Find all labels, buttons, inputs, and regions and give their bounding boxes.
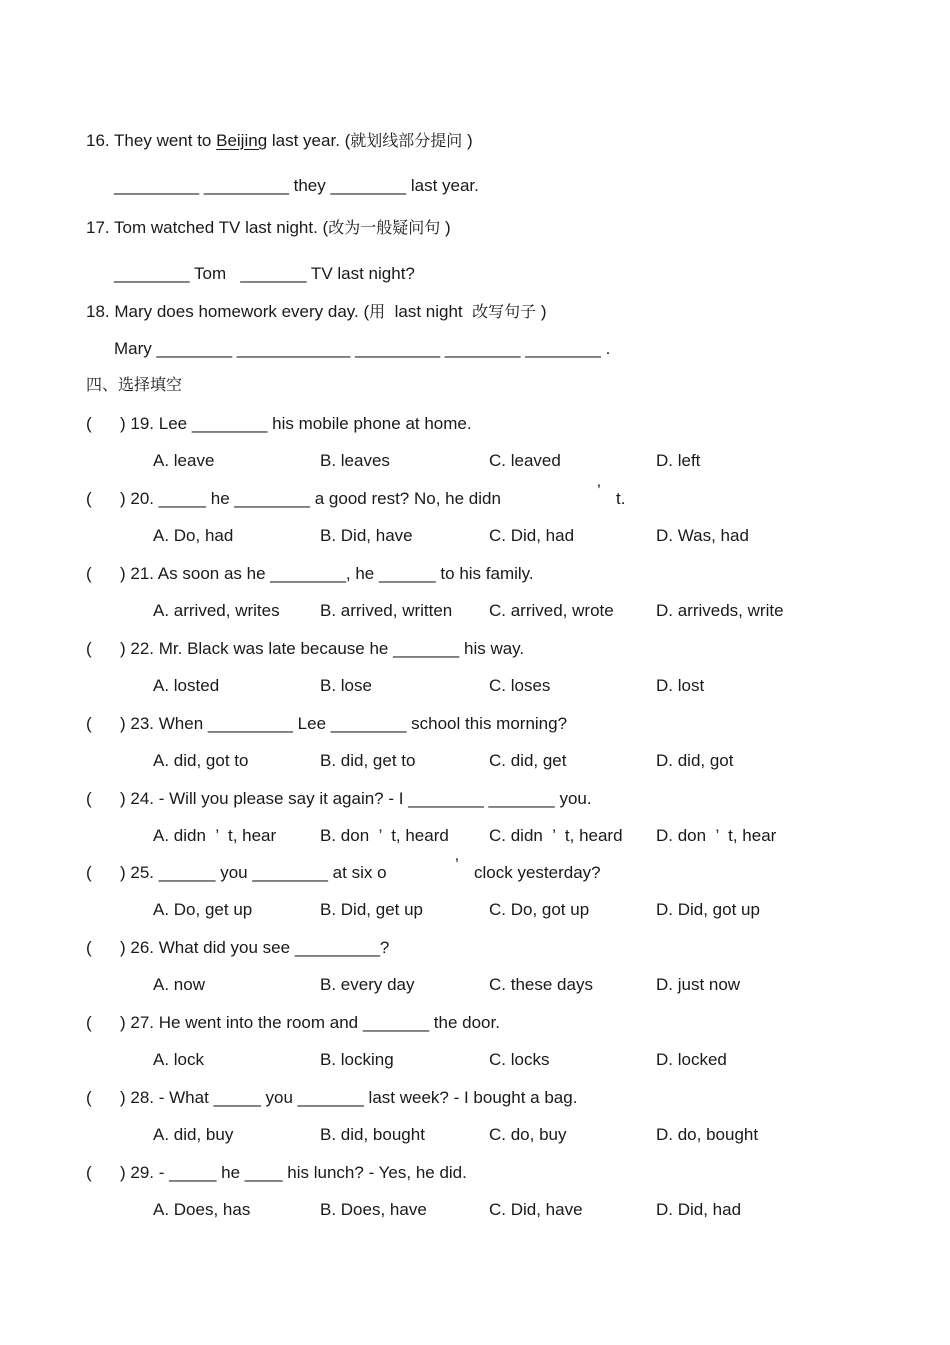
question-stem: ( ) 20. _____ he ________ a good rest? No, he didn	[86, 489, 501, 508]
option-c: C. Did, had	[489, 526, 575, 545]
q17-instruction: 改为一般疑问句	[328, 218, 441, 237]
option-c: C. these days	[489, 975, 593, 994]
apostrophe: ’	[597, 481, 601, 500]
question-stem: ( ) 26. What did you see _________?	[86, 938, 390, 957]
q18-text: 18. Mary does homework every day. (	[86, 302, 370, 321]
q17-answer-line: ________ Tom _______ TV last night?	[114, 264, 415, 283]
option-a: A. lock	[153, 1050, 205, 1069]
option-d: D. locked	[656, 1050, 727, 1069]
option-a: A. did, got to	[153, 751, 249, 770]
option-a: A. arrived, writes	[153, 601, 280, 620]
section-heading: 四、选择填空	[86, 375, 183, 394]
option-a: A. losted	[153, 676, 220, 695]
option-b: B. don ’ t, heard	[320, 826, 449, 845]
option-c: C. locks	[489, 1050, 550, 1069]
question-stem: ( ) 24. - Will you please say it again? - I ________ _______ you.	[86, 789, 592, 808]
apostrophe: ’	[455, 855, 459, 874]
option-d: D. arriveds, write	[656, 601, 784, 620]
q16-answer-line: _________ _________ they ________ last year.	[114, 176, 479, 195]
question-stem: ( ) 27. He went into the room and _______ the door.	[86, 1013, 500, 1032]
option-d: D. do, bought	[656, 1125, 759, 1144]
option-b: B. Did, get up	[320, 900, 424, 919]
option-d: D. did, got	[656, 751, 734, 770]
question-17	[86, 218, 451, 238]
q18-instruction-2: 改写句子	[472, 302, 537, 321]
option-c: C. leaved	[489, 451, 561, 470]
option-a: A. Do, get up	[153, 900, 253, 919]
question-stem: ( ) 19. Lee ________ his mobile phone at home.	[86, 414, 472, 433]
option-c: C. Do, got up	[489, 900, 590, 919]
option-b: B. every day	[320, 975, 415, 994]
q18-instruction-1: 用	[369, 302, 386, 321]
option-b: B. Did, have	[320, 526, 413, 545]
option-b: B. leaves	[320, 451, 390, 470]
q18-answer-line: Mary ________ ____________ _________ ________ ________ .	[114, 339, 611, 358]
option-b: B. did, bought	[320, 1125, 425, 1144]
option-a: A. Do, had	[153, 526, 234, 545]
question-stem: ( ) 29. - _____ he ____ his lunch? - Yes, he did.	[86, 1163, 467, 1182]
option-a: A. leave	[153, 451, 215, 470]
option-c: C. do, buy	[489, 1125, 567, 1144]
q16-rest: last year. (	[267, 131, 351, 150]
question-stem: ( ) 22. Mr. Black was late because he _______ his way.	[86, 639, 525, 658]
option-d: D. left	[656, 451, 701, 470]
q16-underlined-word: Beijing	[216, 131, 268, 150]
option-d: D. Was, had	[656, 526, 749, 545]
option-a: A. now	[153, 975, 205, 994]
option-c: C. did, get	[489, 751, 567, 770]
option-a: A. didn ’ t, hear	[153, 826, 277, 845]
question-18	[86, 302, 547, 322]
q17-text: 17. Tom watched TV last night. (	[86, 218, 329, 237]
question-stem: ( ) 23. When _________ Lee ________ school this morning?	[86, 714, 568, 733]
q16-text: 16. They went to	[86, 131, 217, 150]
option-b: B. locking	[320, 1050, 394, 1069]
option-b: B. lose	[320, 676, 372, 695]
option-d: D. Did, got up	[656, 900, 760, 919]
option-c: C. didn ’ t, heard	[489, 826, 623, 845]
question-stem: ( ) 28. - What _____ you _______ last week? - I bought a bag.	[86, 1088, 578, 1107]
option-a: A. did, buy	[153, 1125, 234, 1144]
option-d: D. Did, had	[656, 1200, 742, 1219]
option-b: B. arrived, written	[320, 601, 453, 620]
option-d: D. don ’ t, hear	[656, 826, 777, 845]
option-d: D. lost	[656, 676, 705, 695]
option-b: B. Does, have	[320, 1200, 427, 1219]
option-c: C. Did, have	[489, 1200, 583, 1219]
question-stem: ( ) 25. ______ you ________ at six o	[86, 863, 387, 882]
question-16	[86, 131, 473, 151]
option-d: D. just now	[656, 975, 741, 994]
question-stem: ( ) 21. As soon as he ________, he ______ to his family.	[86, 564, 534, 583]
option-a: A. Does, has	[153, 1200, 251, 1219]
q16-close: )	[462, 131, 473, 150]
option-c: C. arrived, wrote	[489, 601, 614, 620]
stem-tail: clock yesterday?	[474, 863, 601, 882]
q16-instruction: 就划线部分提问	[350, 131, 463, 150]
q18-close: )	[536, 302, 547, 321]
option-c: C. loses	[489, 676, 551, 695]
q18-mid: last night	[385, 302, 473, 321]
q17-close: )	[440, 218, 451, 237]
stem-tail: t.	[616, 489, 626, 508]
option-b: B. did, get to	[320, 751, 416, 770]
